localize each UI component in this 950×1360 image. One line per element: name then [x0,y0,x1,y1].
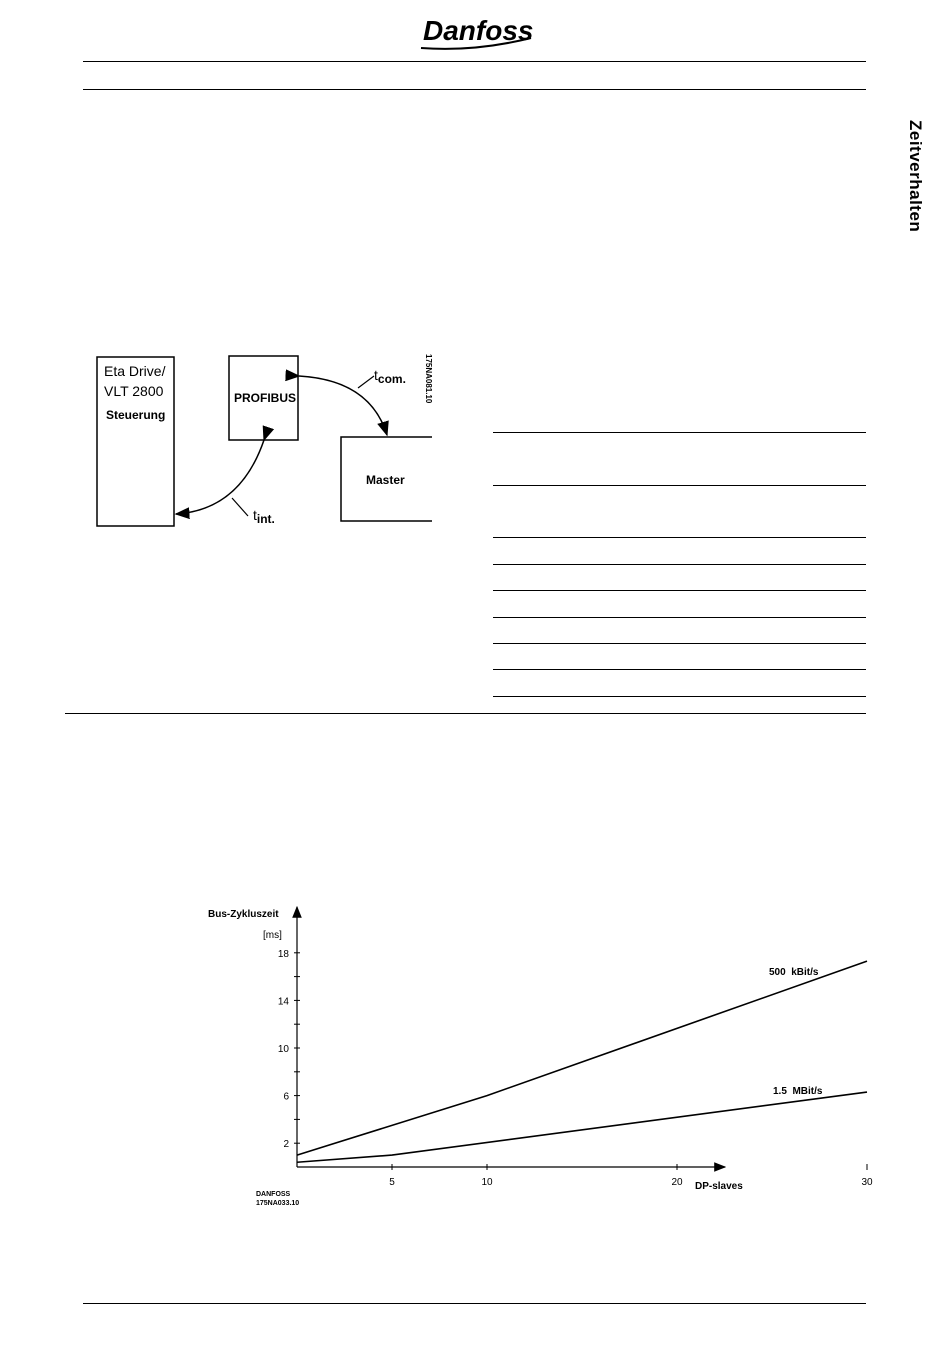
master-label: Master [366,473,405,487]
diagram-code: 175NA081.10 [424,354,433,404]
chart-footer-line2: 175NA033.10 [256,1200,300,1207]
t-int-label: tint. [253,507,275,526]
t-com-label: tcom. [374,367,406,386]
x-tick-label: 30 [861,1177,873,1188]
footer-rule [83,1303,866,1304]
series-line [297,961,867,1155]
logo-text: Danfoss [423,15,534,46]
table-rule [493,537,866,538]
table-rule [493,696,866,697]
x-tick-label: 20 [671,1177,683,1188]
drive-box-line3: Steuerung [106,408,166,422]
table-rule [493,669,866,670]
x-tick-label: 5 [389,1177,395,1188]
header-rule-bottom [83,89,866,90]
timing-diagram [90,350,440,535]
x-tick-label: 10 [481,1177,493,1188]
drive-box-line1: Eta Drive/ [104,363,166,379]
x-axis-label: DP-slaves [695,1181,743,1192]
y-tick-label: 18 [277,948,289,960]
series-line [297,1092,867,1162]
y-tick-label: 2 [283,1139,289,1151]
y-axis-label: Bus-Zykluszeit [208,909,279,920]
bus-cycle-chart [190,895,873,1215]
series-label: 500 kBit/s [769,967,819,979]
table-rule [493,590,866,591]
table-rule [493,432,866,433]
y-tick-label: 10 [277,1044,289,1055]
y-tick-label: 6 [283,1091,289,1103]
table-rule [493,643,866,644]
danfoss-logo [415,8,535,54]
section-separator [65,713,866,714]
y-axis-unit: [ms] [263,930,282,941]
series-label: 1.5 MBit/s [773,1086,823,1098]
table-rule [493,485,866,486]
profibus-label: PROFIBUS [234,391,297,405]
table-rule [493,564,866,565]
table-rule [493,617,866,618]
section-tab-label: Zeitverhalten [906,120,925,233]
chart-footer-line1: DANFOSS [256,1191,291,1198]
header-rule-top [83,61,866,62]
drive-box-line2: VLT 2800 [104,383,164,399]
t-int-arrow [176,440,264,514]
t-com-arrow [299,376,387,435]
section-tab[interactable] [905,120,931,250]
y-tick-label: 14 [277,996,289,1008]
